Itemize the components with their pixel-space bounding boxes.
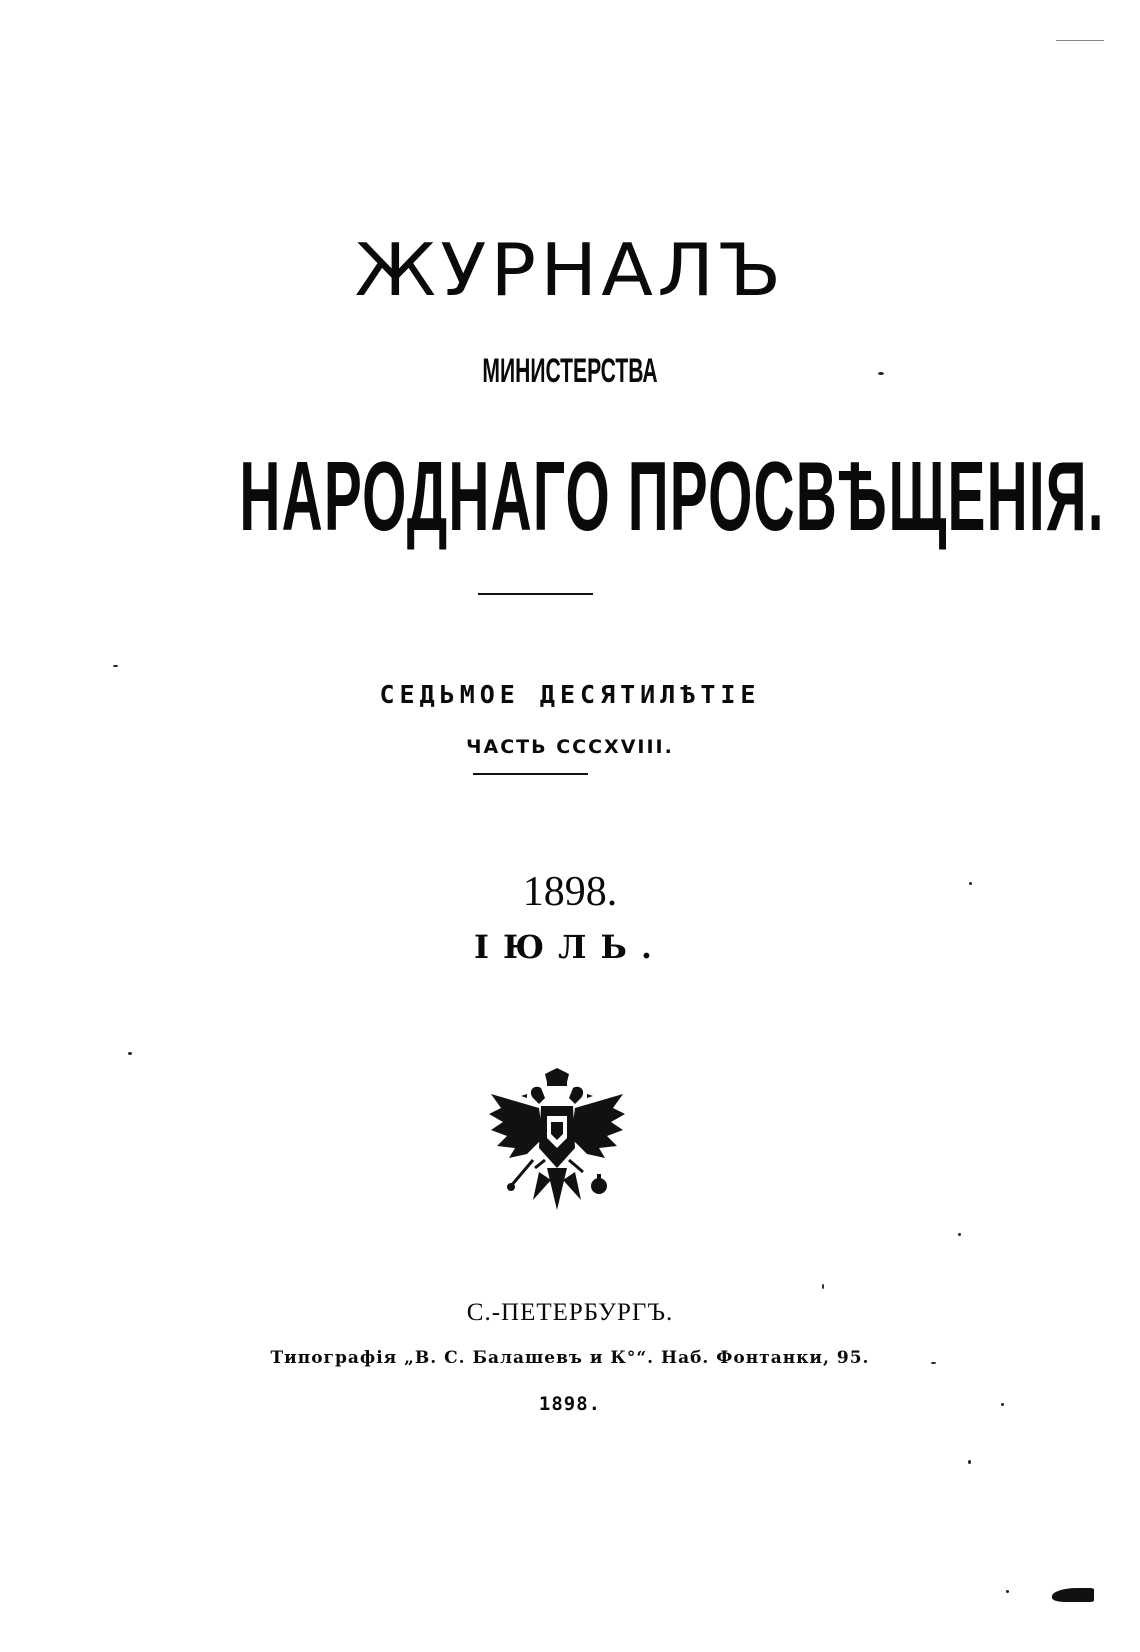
imprint-year: 1898. [538,1393,602,1415]
scan-speck [969,882,972,885]
scan-speck [113,665,118,667]
scan-speck [1001,1403,1004,1406]
scan-speck [822,1284,824,1289]
divider-rule [478,593,593,595]
imprint-printer: Типографія „В. С. Балашевъ и К°“. Наб. Фонтанки, 95. [270,1348,870,1368]
scan-speck [931,1362,936,1364]
double-headed-eagle-icon [487,1068,627,1218]
divider-rule [473,773,588,775]
scan-edge-mark [1056,40,1104,41]
scan-speck [128,1052,132,1055]
issue-year: 1898. [522,869,618,915]
ministry-subtitle: МИНИСТЕРСТВА [482,352,658,390]
journal-title: ЖУРНАЛЪ [354,228,786,312]
scan-speck [1006,1590,1009,1593]
enlightenment-title: НАРОДНАГО ПРОСВѢЩЕНІЯ. [239,441,1105,551]
scan-speck [958,1233,961,1236]
issue-month: ІЮЛЬ. [474,928,666,966]
imprint-city: С.-ПЕТЕРБУРГЪ. [466,1299,674,1326]
scan-speck [968,1460,971,1464]
scan-speck [878,372,884,375]
part-label: ЧАСТЬ CCCXVIII. [466,736,674,758]
decade-label: СЕДЬМОЕ ДЕСЯТИЛѢТІЕ [379,680,761,709]
ink-blot [1052,1588,1094,1602]
